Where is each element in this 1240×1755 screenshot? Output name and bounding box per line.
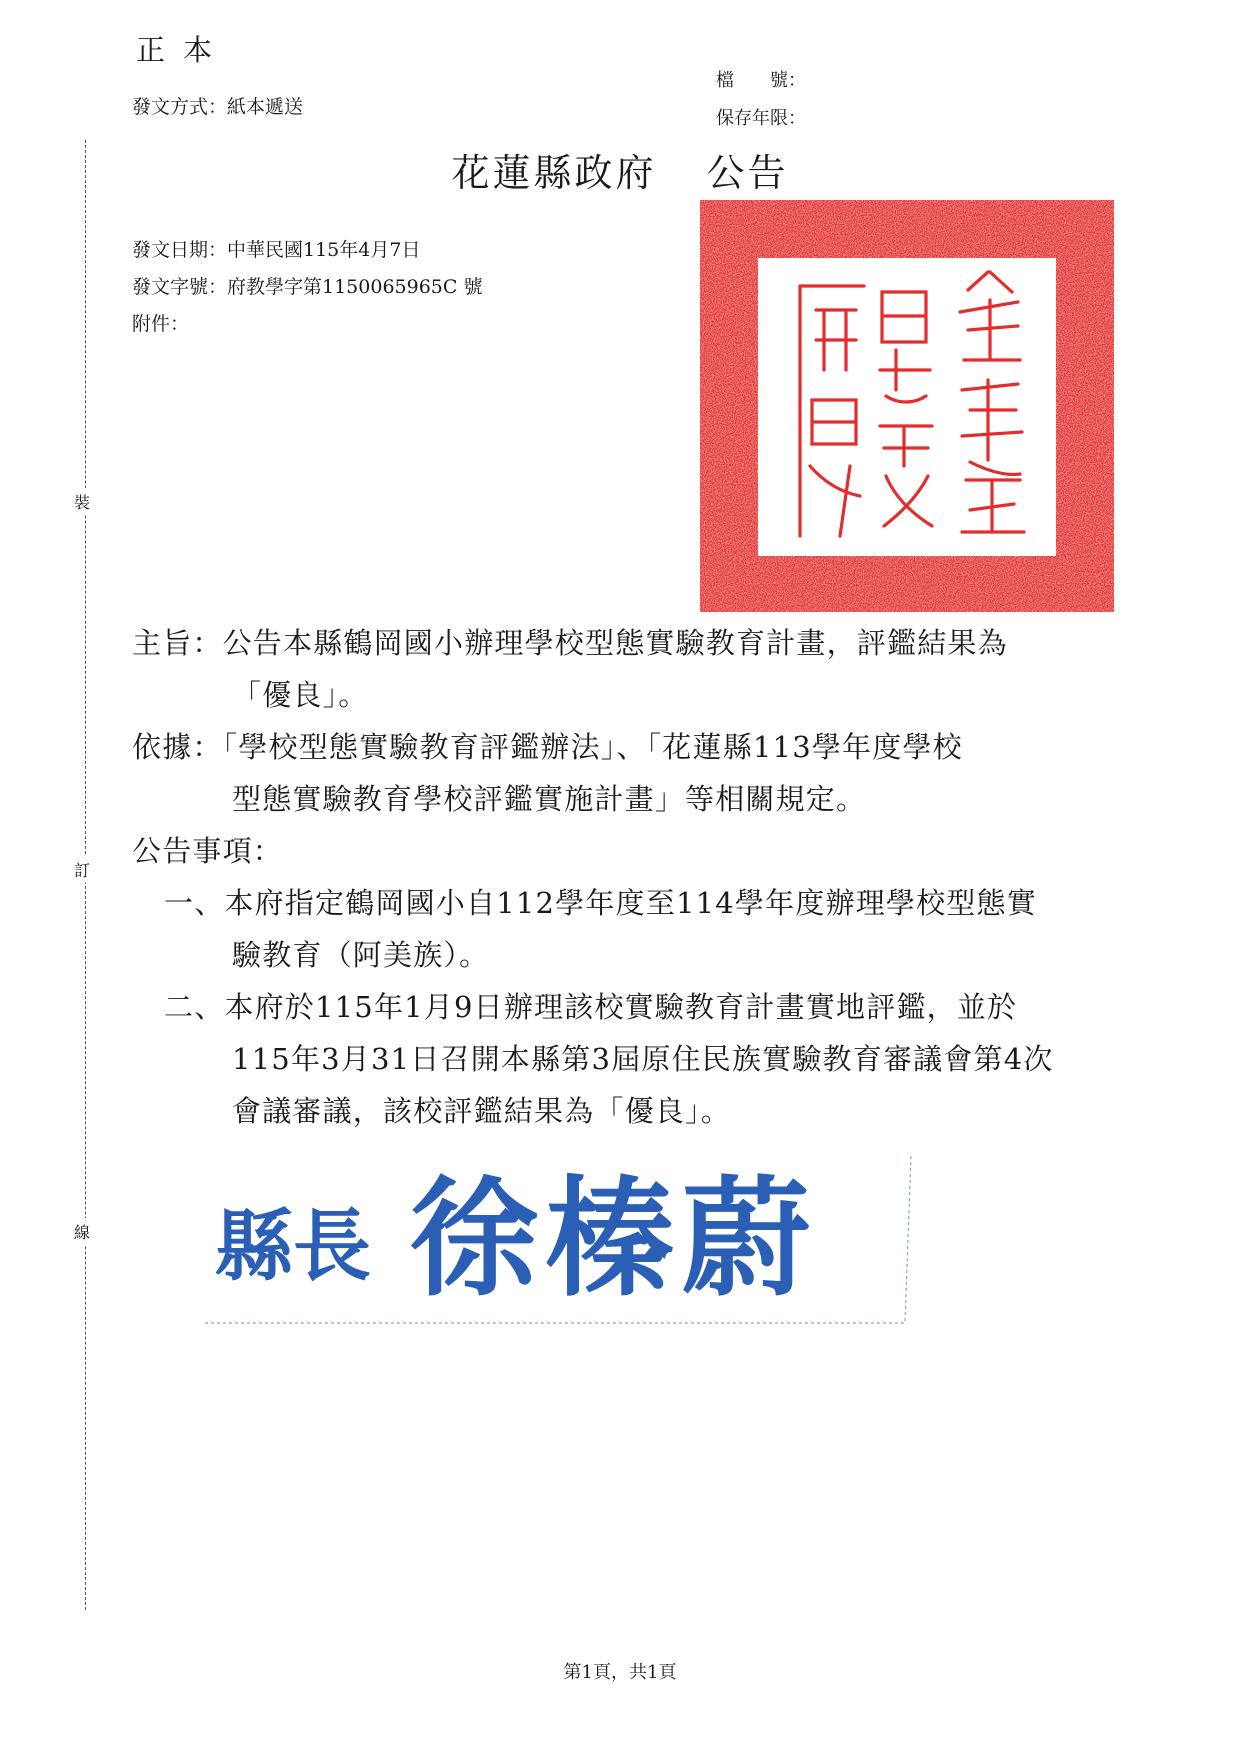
send-method: 發文方式：紙本遞送 (132, 96, 304, 118)
subject-line-1: 主旨：公告本縣鶴岡國小辦理學校型態實驗教育計畫，評鑑結果為 (132, 626, 1008, 660)
file-number-label: 檔 號： (716, 70, 806, 91)
document-title (0, 142, 1240, 197)
retention-period-label: 保存年限： (716, 108, 806, 129)
attachment-label: 附件： (132, 313, 190, 335)
basis-line-1: 依據：「學校型態實驗教育評鑑辦法」、「花蓮縣113學年度學校 (132, 730, 963, 764)
binding-char-ding: 訂 (74, 856, 90, 883)
document-type: 公告 (706, 151, 789, 195)
issue-date: 發文日期：中華民國115年4月7日 (132, 239, 421, 261)
file-labels (716, 62, 806, 138)
document-meta (132, 232, 482, 343)
signature-title: 縣長 (215, 1201, 372, 1292)
official-seal (700, 200, 1114, 612)
agency-name: 花蓮縣政府 (451, 151, 657, 195)
page-number: 第1頁，共1頁 (563, 1662, 677, 1683)
magistrate-signature-stamp (195, 1145, 915, 1335)
notice-item-1-line-2: 驗教育（阿美族）。 (232, 938, 490, 972)
notice-item-1-line-1: 一、本府指定鶴岡國小自112學年度至114學年度辦理學校型態實 (164, 886, 1037, 920)
reference-number: 發文字號：府教學字第1150065965C 號 (132, 276, 483, 298)
subject-line-2: 「優良」。 (232, 678, 369, 712)
notice-item-2-line-2: 115年3月31日召開本縣第3屆原住民族實驗教育審議會第4次 (232, 1042, 1054, 1076)
signature-name: 徐榛蔚 (410, 1164, 819, 1314)
binding-char-zhuang: 裝 (74, 488, 90, 515)
basis-line-2: 型態實驗教育學校評鑑實施計畫」等相關規定。 (232, 782, 867, 816)
notice-item-2-line-3: 會議審議，該校評鑑結果為「優良」。 (232, 1094, 731, 1128)
notice-heading: 公告事項： (132, 834, 284, 868)
binding-char-xian: 線 (74, 1218, 90, 1245)
notice-item-2-line-1: 二、本府於115年1月9日辦理該校實驗教育計畫實地評鑑，並於 (164, 990, 1018, 1024)
document-body (132, 617, 1112, 1137)
copy-mark: 正本 (136, 33, 231, 67)
